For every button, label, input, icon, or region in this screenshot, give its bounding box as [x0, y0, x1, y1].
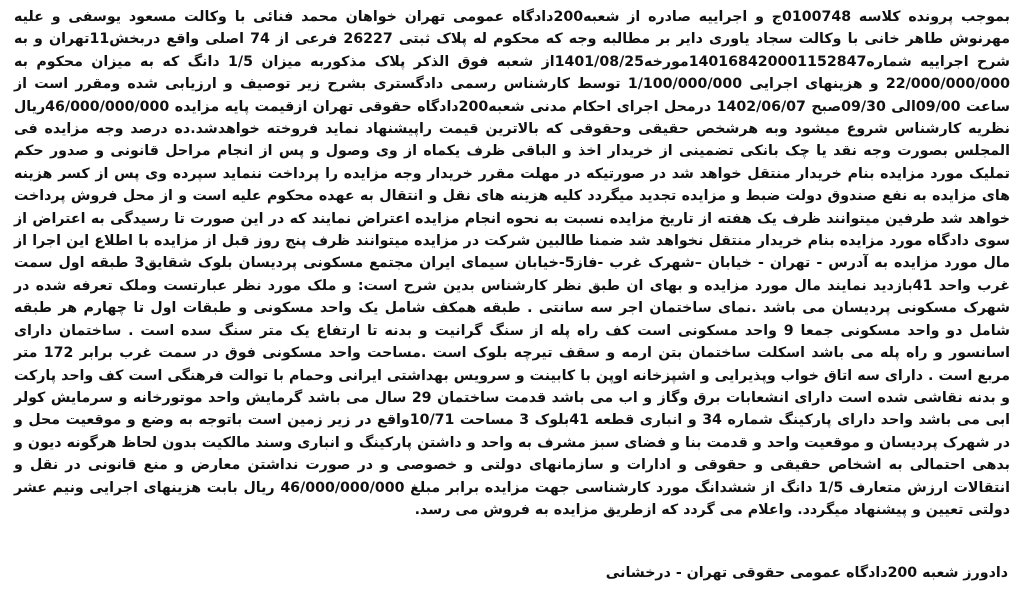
notice-body-text: بموجب پرونده کلاسه 0100748ج و اجراییه صادره از شعبه200دادگاه عمومی تهران خواهان محمد فنائی با وکالت مسعود یوسفی و علیه مهرنوش طاهر خانی با وکالت سجاد یاوری دایر بر مطالبه وجه که محکوم له پلاک ثبتی 26227 فرعی از 74 اصلی واقع دربخش11تهران و به شرح اجراییه شماره140168420001152847مورخه1401/08/25از شعبه فوق الذکر پلاک مذکوربه میزان 1/5 دانگ که به میزان محکوم به 22/000/000/000 و هزینهای اجرایی 1/100/000/000 توسط کارشناس رسمی دادگستری بشرح زیر توصیف و ارزیابی شده ومقرر است از ساعت 09/00الی 09/30صبح 1402/06/07 درمحل اجرای احکام مدنی شعبه200دادگاه حقوقی تهران ازقیمت پایه مزایده 46/000/000/000ریال نظریه کارشناس شروع میشود وبه هرشخص حقیقی وحقوقی که بالاترین قیمت راپیشنهاد نماید فروخته خواهدشد.ده درصد وجه مزایده فی المجلس بصورت وجه نقد یا چک بانکی تضمینی از خریدار اخذ و الباقی ظرف یکماه از وی وصول و پس از انجام مراحل قانونی و صدور حکم تملیک مورد مزایده بنام خریدار منتقل خواهد شد در صورتیکه در مهلت مقرر خریدار وجه مزایده را پرداخت ننماید سپرده وی پس از کسر هزینه های مزایده به نفع صندوق دولت ضبط و مزایده تجدید میگردد کلیه هزینه های نقل و انتقال به عهده محکوم علیه است و از محل فروش پرداخت خواهد شد طرفین میتوانند ظرف یک هفته از تاریخ مزایده نسبت به نحوه انجام مزایده اعتراض نمایند که در این صورت تا رسیدگی به اعتراض از سوی دادگاه مورد مزایده بنام خریدار منتقل نخواهد شد ضمنا طالبین شرکت در مزایده میتوانند ظرف پنج روز قبل از مزایده با اطلاع این اجرا از مال مورد مزایده به آدرس - تهران - خیابان –شهرک غرب -فاز5-خیابان سیمای ایران مجتمع مسکونی پردیسان بلوک شقایق3 طبقه اول سمت غرب واحد 41بازدید نمایند مال مورد مزایده و بهای ان طبق نظر کارشناس بدین شرح است: و ملک مورد نظر عبارتست وملک تعرفه شده در شهرک مسکونی پردیسان می باشد .نمای ساختمان اجر سه سانتی . طبقه همکف شامل یک واحد مسکونی و طبقات اول تا چهارم هر طبقه شامل دو واحد مسکونی جمعا 9 واحد مسکونی است کف راه پله از سنگ گرانیت و بدنه تا ارتفاع یک متر سنگ سده است . ساختمان دارای اسانسور و راه پله می باشد اسکلت ساختمان بتن ارمه و سقف تیرچه بلوک است .مساحت واحد مسکونی فوق در سمت غرب برابر 172 متر مربع است . دارای سه اتاق خواب وپذیرایی و اشپزخانه اوپن با کابینت و سرویس بهداشتی ایرانی وحمام با توالت فرهنگی است کف واحد پارکت و بدنه نقاشی شده است دارای انشعابات برق وگاز و اب می باشد قدمت ساختمان 29 سال می باشد گرمایش واحد موتورخانه و سرمایش کولر ابی می باشد واحد دارای پارکینگ شماره 34 و انباری قطعه 41بلوک 3 مساحت 10/71واقع در زیر زمین است باتوجه به وضع و موقعیت محل و در شهرک پردیسان و موقعیت واحد و قدمت بنا و فضای سبز مشرف به واحد و داشتن پارکینگ و انباری وسند مالکیت بدون لحاظ هرگونه دیون و بدهی احتمالی به اشخاص حقیقی و حقوقی و ادارات و سازمانهای دولتی و خصوصی و در صورت نداشتن معارض و منع قانونی در نقل و انتقالات ارزش متعارف 1/5 دانگ از ششدانگ مورد کارشناسی جهت مزایده برابر مبلغ 46/000/000/000 ریال بابت هزینهای اجرایی ونیم عشر دولتی تعیین و پیشنهاد میگردد. واعلام می گردد که ازطریق مزایده به فروش می رسد.: [14, 9, 1011, 518]
auction-notice: [12, 6, 1012, 590]
notice-signature: دادورز شعبه 200دادگاه عمومی حقوقی تهران - درخشانی: [605, 565, 1008, 581]
